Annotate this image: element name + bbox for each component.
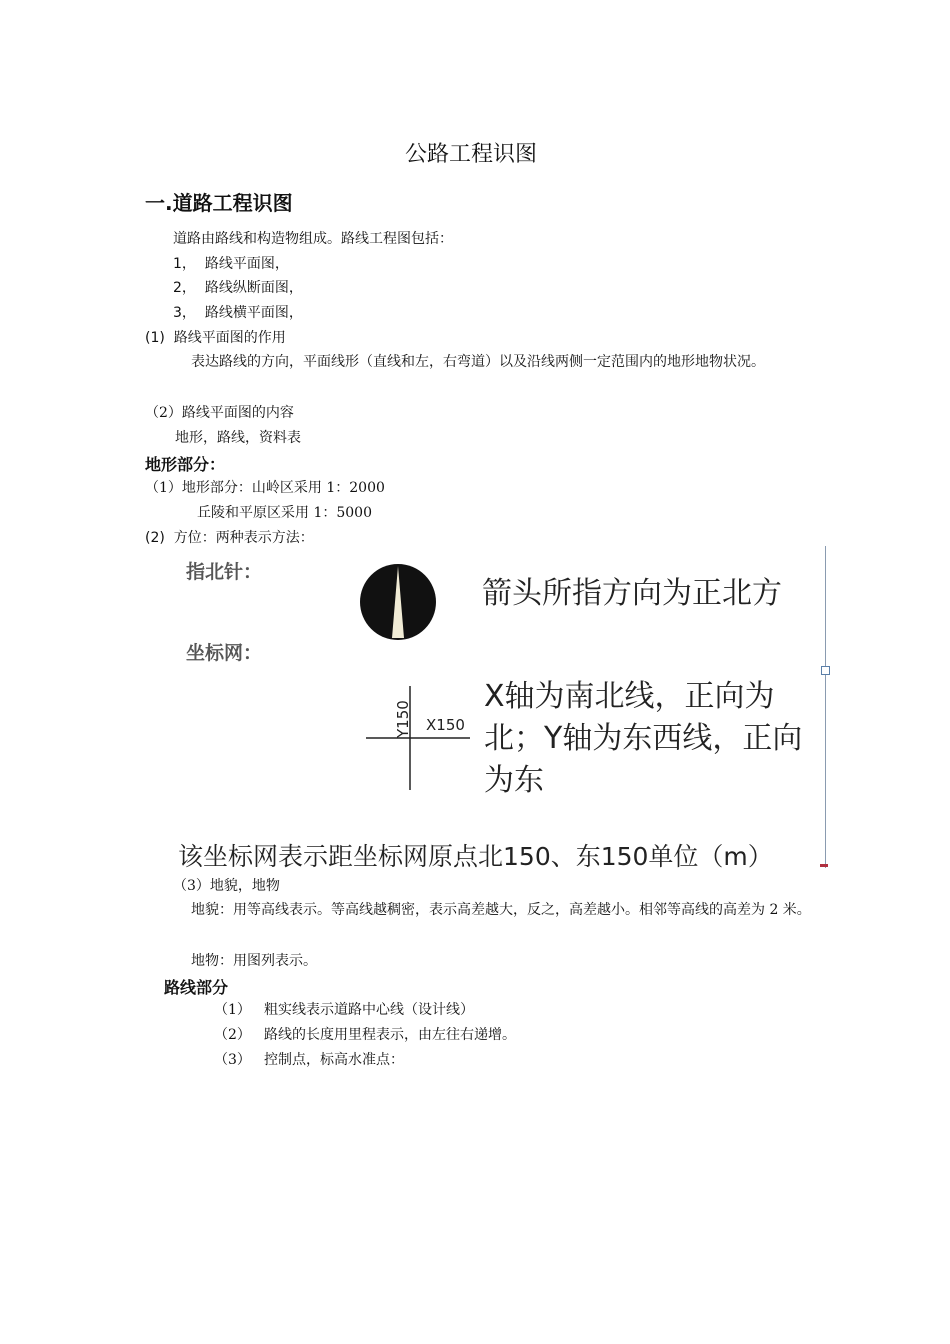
north-arrow-label: 指北针： bbox=[186, 561, 263, 583]
x-axis-label: X150 bbox=[426, 716, 465, 734]
orientation-number: (2) bbox=[145, 530, 165, 546]
item1-title: 路线平面图的作用 bbox=[173, 330, 286, 346]
orientation-line bbox=[145, 528, 314, 548]
route-heading: 路线部分 bbox=[164, 978, 229, 997]
item3-title: （3）地貌，地物 bbox=[173, 878, 280, 894]
item2-title: （2）路线平面图的内容 bbox=[145, 405, 294, 421]
item2-body: 地形，路线，资料表 bbox=[175, 430, 301, 446]
item1-number: (1) bbox=[145, 330, 165, 346]
grid-description: X轴为南北线，正向为北；Y轴为东西线，正向为东 bbox=[484, 679, 803, 798]
selection-frame-edge[interactable] bbox=[825, 546, 826, 868]
landform-body: 地貌：用等高线表示。等高线越稠密，表示高差越大，反之，高差越小。相邻等高线的高差为 2 米。 bbox=[191, 902, 811, 918]
terrain-heading: 地形部分： bbox=[145, 455, 226, 474]
orientation-text: 方位：两种表示方法： bbox=[173, 530, 314, 546]
section-heading: 一.道路工程识图 bbox=[145, 191, 293, 215]
list-number: 1， bbox=[173, 256, 196, 272]
feature-body: 地物：用图列表示。 bbox=[191, 953, 317, 969]
intro-text: 道路由路线和构造物组成。路线工程图包括： bbox=[173, 231, 453, 247]
route-item bbox=[214, 1025, 516, 1045]
list-text: 路线横平面图， bbox=[204, 305, 303, 321]
figure-caption: 该坐标网表示距坐标网原点北150、东150单位（m） bbox=[178, 842, 773, 871]
y-axis-label: Y150 bbox=[394, 700, 412, 738]
list-item bbox=[173, 254, 289, 274]
page-title: 公路工程识图 bbox=[405, 142, 538, 167]
grid-label: 坐标网： bbox=[186, 642, 263, 664]
route-item-number: （2） bbox=[214, 1027, 251, 1043]
north-arrow-description: 箭头所指方向为正北方 bbox=[482, 576, 782, 611]
list-text: 路线平面图， bbox=[204, 256, 289, 272]
list-number: 3， bbox=[173, 305, 196, 321]
route-item-text: 粗实线表示道路中心线（设计线） bbox=[264, 1002, 474, 1018]
route-item-number: （3） bbox=[214, 1052, 251, 1068]
frame-corner-marker bbox=[820, 864, 828, 867]
list-item bbox=[173, 278, 303, 298]
route-item-text: 控制点，标高水准点： bbox=[264, 1052, 404, 1068]
list-item bbox=[173, 303, 303, 323]
orientation-figure[interactable] bbox=[170, 546, 830, 872]
coordinate-grid-icon bbox=[366, 686, 476, 792]
route-item bbox=[214, 1000, 474, 1020]
north-arrow-icon bbox=[358, 562, 438, 642]
route-item bbox=[214, 1050, 404, 1070]
list-number: 2， bbox=[173, 280, 196, 296]
list-text: 路线纵断面图， bbox=[204, 280, 303, 296]
route-item-text: 路线的长度用里程表示，由左往右递增。 bbox=[264, 1027, 516, 1043]
terrain-scale-2: 丘陵和平原区采用 1：5000 bbox=[197, 505, 372, 521]
route-item-number: （1） bbox=[214, 1002, 251, 1018]
item1-body: 表达路线的方向，平面线形（直线和左，右弯道）以及沿线两侧一定范围内的地形地物状况。 bbox=[191, 354, 765, 370]
terrain-scale-1: （1）地形部分：山岭区采用 1：2000 bbox=[145, 480, 385, 496]
item1-heading bbox=[145, 328, 286, 348]
resize-handle[interactable] bbox=[821, 666, 830, 675]
